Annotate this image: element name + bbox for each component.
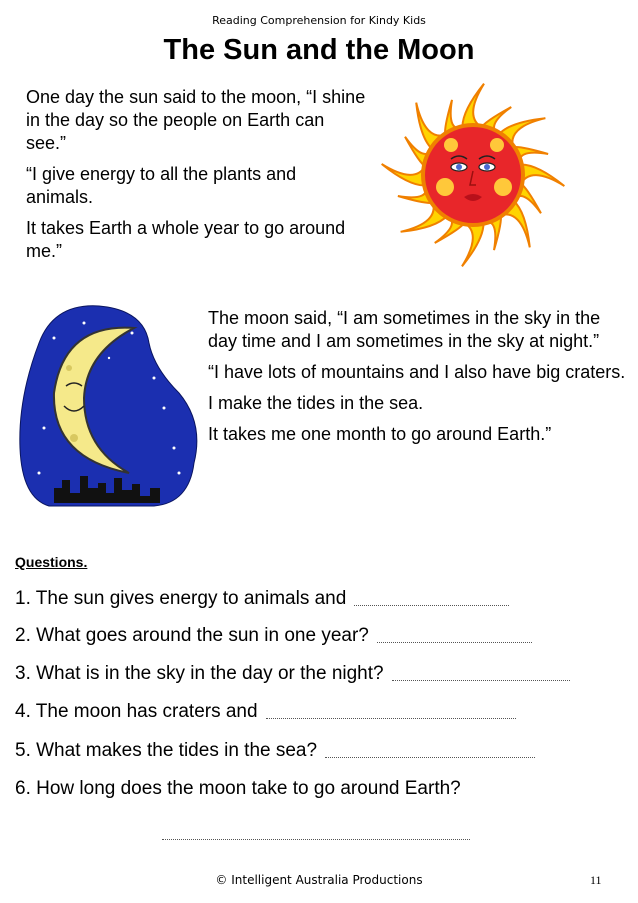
moon-paragraph-1: The moon said, “I am sometimes in the sky in the day time and I am sometimes in the sky at night.” [208,308,601,351]
answer-line-4[interactable] [266,717,516,719]
sun-paragraph-2: “I give energy to all the plants and animals. [26,164,297,207]
sun-paragraph-1: One day the sun said to the moon, “I shine in the day so the people on Earth can see.” [26,87,366,153]
moon-illustration [14,298,204,513]
sun-ray [462,222,484,266]
question-6-text: 6. How long does the moon take to go around Earth? [15,778,461,799]
moon-paragraph-4: It takes me one month to go around Earth.” [208,424,552,444]
sun-story [26,86,366,271]
question-3 [15,663,570,685]
answer-line-2[interactable] [377,641,532,643]
question-4-text: 4. The moon has craters and [15,701,258,722]
moon-story [208,307,628,454]
question-3-text: 3. What is in the sky in the day or the night? [15,663,384,684]
sun-ray [462,84,484,128]
questions-heading: Questions. [15,554,88,570]
question-1-text: 1. The sun gives energy to animals and [15,588,347,609]
page-header: Reading Comprehension for Kindy Kids [212,14,426,27]
question-6 [15,778,461,800]
question-4 [15,701,516,723]
moon-paragraph-2: “I have lots of mountains and I also have big craters. [208,362,626,382]
question-5 [15,740,535,762]
question-2-text: 2. What goes around the sun in one year? [15,625,369,646]
sun-illustration [378,80,568,270]
question-1 [15,588,509,610]
page-number: 11 [590,873,602,887]
sun-ray [382,164,426,186]
answer-line-6[interactable] [162,838,470,840]
moon-paragraph-3: I make the tides in the sea. [208,393,424,413]
copyright-footer: © Intelligent Australia Productions [215,873,423,887]
question-2 [15,625,532,647]
question-5-text: 5. What makes the tides in the sea? [15,740,318,761]
page-title: The Sun and the Moon [163,34,475,66]
sun-face [425,127,521,223]
answer-line-5[interactable] [325,756,535,758]
sun-ray [520,164,564,186]
answer-line-3[interactable] [392,679,570,681]
sun-paragraph-3: It takes Earth a whole year to go around me.” [26,218,346,261]
answer-line-1[interactable] [354,604,509,606]
